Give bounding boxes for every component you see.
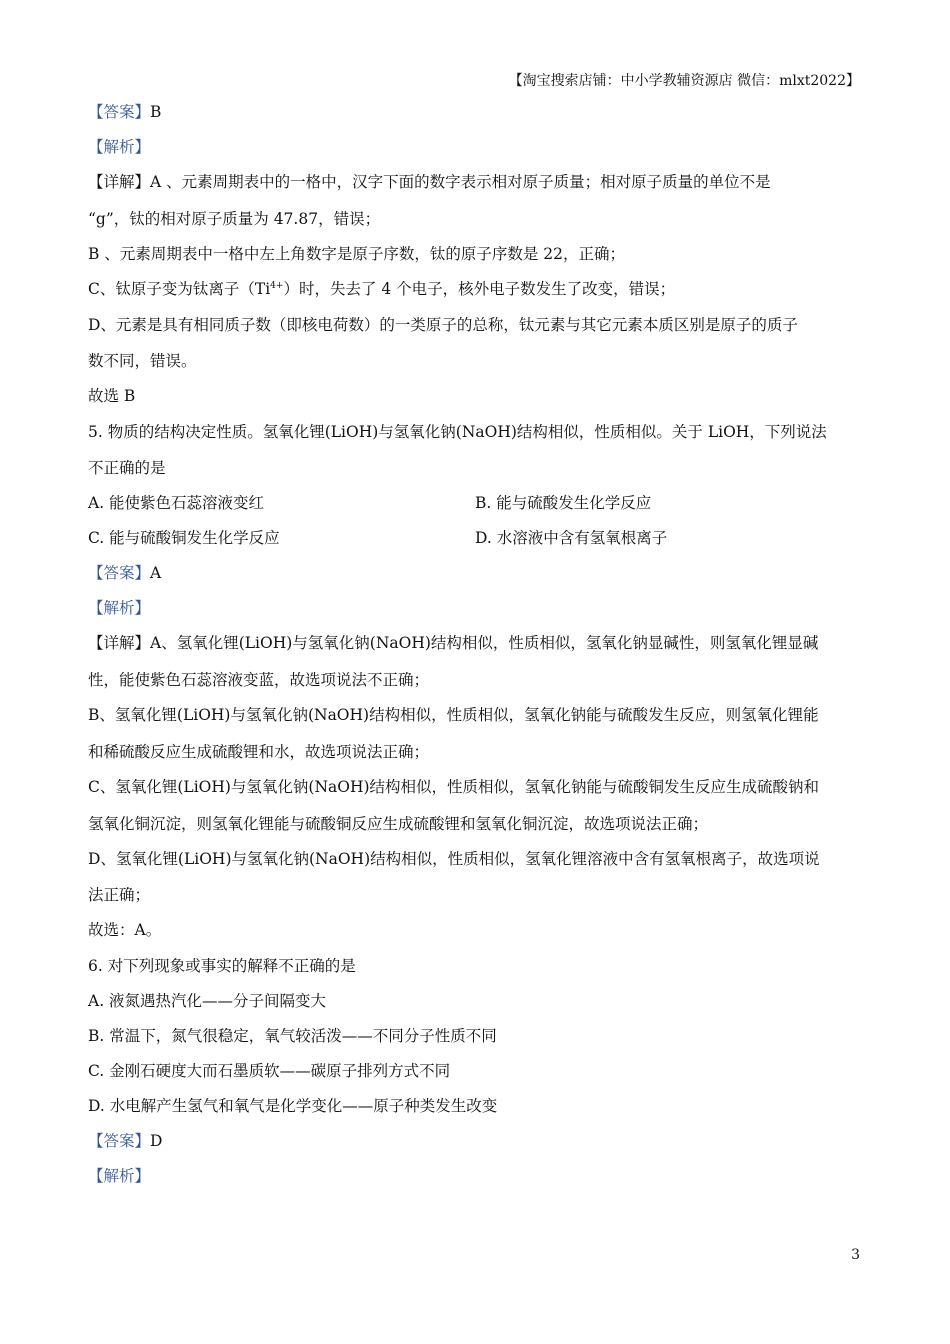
- q6-option-a: A. 液氮遇热汽化——分子间隔变大: [88, 992, 327, 1010]
- q4-detail-d-line-2: 数不同，错误。: [88, 352, 197, 370]
- q5-option-c: C. 能与硫酸铜发生化学反应: [88, 529, 280, 547]
- q4-answer-value: B: [150, 103, 162, 121]
- q4-conclusion: 故选 B: [88, 387, 136, 405]
- q4-detail-c-pre: C、钛原子变为钛离子（Ti: [88, 280, 271, 298]
- q5-option-b: B. 能与硫酸发生化学反应: [475, 494, 652, 512]
- q5-stem-line-2: 不正确的是: [88, 459, 166, 477]
- q5-stem-line-1: 5. 物质的结构决定性质。氢氧化锂(LiOH)与氢氧化钠(NaOH)结构相似，性质相似。关于 LiOH，下列说法: [88, 423, 827, 441]
- q6-analysis-line: [88, 1164, 868, 1188]
- q6-stem: 6. 对下列现象或事实的解释不正确的是: [88, 957, 356, 975]
- detail-label: 【详解】: [88, 634, 151, 652]
- q6-option-b: B. 常温下，氮气很稳定，氧气较活泼——不同分子性质不同: [88, 1027, 497, 1045]
- q5-analysis-line: [88, 596, 868, 620]
- q5-detail-d-line-2: 法正确；: [88, 886, 151, 904]
- q6-answer-value: D: [150, 1132, 163, 1150]
- q5-option-a: A. 能使紫色石蕊溶液变红: [88, 494, 265, 512]
- q4-detail-a-line-1: [88, 170, 868, 194]
- answer-label: 【答案】: [88, 564, 151, 582]
- q5-detail-c-line-2: 氢氧化铜沉淀，则氢氧化锂能与硫酸铜反应生成硫酸锂和氢氧化铜沉淀，故选项说法正确；: [88, 815, 709, 833]
- q5-detail-b-line-1: B、氢氧化锂(LiOH)与氢氧化钠(NaOH)结构相似，性质相似，氢氧化钠能与硫酸发生反应，则氢氧化锂能: [88, 706, 819, 724]
- q4-detail-a-line-2: “g”，钛的相对原子质量为 47.87，错误；: [88, 210, 381, 228]
- detail-label: 【详解】: [88, 173, 151, 191]
- q4-answer-line: [88, 100, 868, 124]
- analysis-label: 【解析】: [88, 1167, 151, 1185]
- q5-option-d: D. 水溶液中含有氢氧根离子: [475, 529, 668, 547]
- q5-detail-c-line-1: C、氢氧化锂(LiOH)与氢氧化钠(NaOH)结构相似，性质相似，氢氧化钠能与硫酸铜发生反应生成硫酸钠和: [88, 778, 820, 796]
- q5-conclusion: 故选：A。: [88, 921, 162, 939]
- q6-answer-line: [88, 1129, 868, 1153]
- q5-detail-a-text-1: A、氢氧化锂(LiOH)与氢氧化钠(NaOH)结构相似，性质相似，氢氧化钠显碱性，则氢氧化锂显碱: [150, 634, 819, 652]
- q4-detail-c-superscript: 4+: [270, 280, 284, 291]
- q4-detail-d-line-1: D、元素是具有相同质子数（即核电荷数）的一类原子的总称，钛元素与其它元素本质区别是原子的质子: [88, 316, 798, 334]
- q4-detail-c-post: ）时，失去了 4 个电子，核外电子数发生了改变，错误；: [283, 280, 676, 298]
- q5-detail-d-line-1: D、氢氧化锂(LiOH)与氢氧化钠(NaOH)结构相似，性质相似，氢氧化锂溶液中含有氢氧根离子，故选项说: [88, 850, 820, 868]
- q5-detail-b-line-2: 和稀硫酸反应生成硫酸锂和水，故选项说法正确；: [88, 743, 430, 761]
- q4-detail-c-line: [88, 277, 868, 301]
- q5-detail-a-line-1: [88, 631, 868, 655]
- page-header-watermark: 【淘宝搜索店铺：中小学教辅资源店 微信：mlxt2022】: [508, 73, 860, 89]
- analysis-label: 【解析】: [88, 599, 151, 617]
- q6-option-c: C. 金刚石硬度大而石墨质软——碳原子排列方式不同: [88, 1062, 451, 1080]
- answer-label: 【答案】: [88, 1132, 151, 1150]
- q6-option-d: D. 水电解产生氢气和氧气是化学变化——原子种类发生改变: [88, 1097, 498, 1115]
- analysis-label: 【解析】: [88, 138, 151, 156]
- q4-analysis-line: [88, 135, 868, 159]
- q5-answer-value: A: [150, 564, 162, 582]
- q5-answer-line: [88, 561, 868, 585]
- answer-label: 【答案】: [88, 103, 151, 121]
- q5-detail-a-line-2: 性，能使紫色石蕊溶液变蓝，故选项说法不正确；: [88, 671, 430, 689]
- q4-detail-a-text-1: A 、元素周期表中的一格中，汉字下面的数字表示相对原子质量；相对原子质量的单位不是: [150, 173, 771, 191]
- q4-detail-b-line: B 、元素周期表中一格中左上角数字是原子序数，钛的原子序数是 22，正确；: [88, 245, 625, 263]
- page-number: 3: [851, 1247, 860, 1263]
